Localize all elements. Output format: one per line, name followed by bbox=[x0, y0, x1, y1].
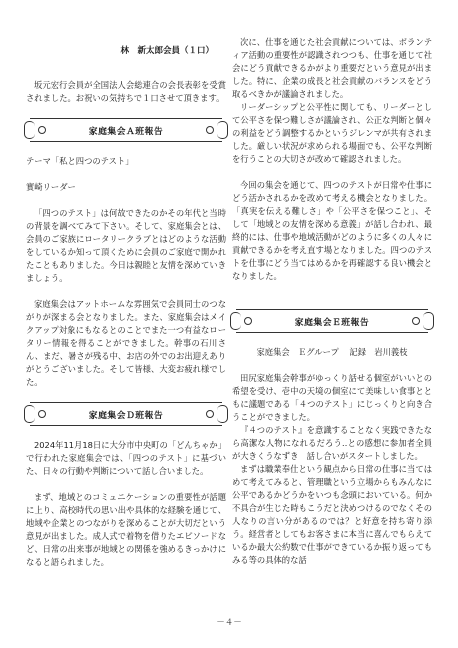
intro-paragraph: 坂元宏行会員が全国法人会総連合の会長表彰を受賞されました。お祝いの気持ちで１口させて頂きます。 bbox=[26, 80, 226, 103]
team-a-paragraph-2: 家庭集会はアットホームな雰囲気で会員同士のつながりが深まる会となりました。また、家庭集会はメイクアップ対象にもなるとのことでまた一つ有益なロータリー情報を得ることができました。幹事の石川さん、まだ、暑さが残る中、お店の外でのお出迎えありがとうございました。そして皆様、大変お疲れ様でした。 bbox=[26, 299, 226, 387]
team-a-theme: テーマ「私と四つのテスト」 bbox=[26, 156, 134, 166]
team-d-header bbox=[30, 402, 222, 426]
team-a-header bbox=[30, 118, 222, 142]
team-d-title: 家庭集会Ｄ班報告 bbox=[88, 410, 164, 421]
team-e-byline bbox=[232, 346, 432, 359]
ornament-icon bbox=[38, 126, 46, 134]
team-e-paragraph-3: まずは職業奉仕という観点から日常の仕事に当てはめて考えてみると、管理職という立場からもみんなに公平であるかどうかをいつも念頭においている。何か不具合が生じた時もこうだと決めつけるのでなくその人なりの言い分があるのでは？と好意を持ち寄り添う。経営者としてもお客さまに本当に喜んでもらえているか最大公約数で仕事ができているか振り返ってもみる等の具体的な話 bbox=[232, 464, 432, 565]
left-column bbox=[26, 36, 226, 569]
ornament-icon bbox=[412, 317, 420, 325]
team-a-title: 家庭集会Ａ班報告 bbox=[88, 126, 164, 137]
team-e-header bbox=[236, 309, 428, 333]
page-number: －４－ bbox=[216, 618, 242, 628]
member-line: 林 新太郎会員（１口） bbox=[120, 45, 214, 56]
team-d-paragraph-5: 今回の集会を通じて、四つのテストが日常や仕事にどう活かされるかを改めて考える機会となりました。「真実を伝える難しさ」や「公平さを保つこと」、そして「地域との友情を深める意義」が話し合われ、最終的には、仕事や地域活動がどのように多くの人々に貢献できるかを考え直す場となりました。四つのテストを仕事にどう当てはめるかを再確認する良い機会となりました。 bbox=[232, 180, 432, 281]
ornament-icon bbox=[206, 126, 214, 134]
team-d-paragraph-4: リーダーシップと公平性に関しても、リーダーとして公平さを保つ難しさが議論され、公正な判断と個々の利益をどう調整するかというジレンマが共有されました。厳しい状況が求められる場面でも、公平な判断を行うことの大切さが改めて確認されました。 bbox=[232, 102, 432, 164]
byline-recorder: 記録 岩川義枝 bbox=[349, 347, 408, 357]
team-a-leader: 實崎リーダー bbox=[26, 182, 76, 192]
team-e-title: 家庭集会Ｅ班報告 bbox=[294, 317, 370, 328]
ornament-icon bbox=[38, 410, 46, 418]
team-d-paragraph-2: まず、地域とのコミュニケーションの重要性が話題に上り、高校時代の思い出や具体的な経験を通じて、地域や企業とのつながりを深めることが大切だという意見が出ました。成人式で着物を借りたエピソードなど、日常の出来事が地域との関係を強めるきっかけになると語られました。 bbox=[26, 492, 226, 567]
team-a-paragraph-1: 「四つのテスト」は何故できたのかその年代と当時の背景を調べてみて下さい。そして、家庭集会とは、会員のご家族にロータリークラブとはどのような活動をしているか知って頂くために会員のご家庭で開かれたこともありました。今日は親睦と友情を深めていきましょう。 bbox=[26, 208, 226, 283]
team-e-paragraph-1: 田尻家庭集会幹事がゆっくり話せる個室がいいとの希望を受け、壱中の天境の個室にて美味しい食事とともに議題である「４つのテスト」にじっくりと向き合うことができました。 bbox=[232, 373, 432, 422]
ornament-icon bbox=[206, 410, 214, 418]
team-e-paragraph-2: 『４つのテスト』を意識することなく実践できたなら高潔な人物になれるだろう‥との感想に参加者全員が大きくうなずき 話し合いがスタートしました。 bbox=[232, 425, 432, 461]
team-d-paragraph-3: 次に、仕事を通じた社会貢献については、ボランティア活動の重要性が認識されつつも、仕事を通じて社会にどう貢献できるかがより重要だという意見が出ました。特に、企業の成長と社会貢献のバランスをどう取るべきかが議論されました。 bbox=[232, 37, 432, 99]
right-column bbox=[232, 36, 432, 567]
team-d-paragraph-1: 2024年11月18日に大分市中央町の「どんちゃか」で行われた家庭集会では、「四つのテスト」に基づいた、日々の行動や判断について話し合いました。 bbox=[26, 440, 226, 476]
byline-group: 家庭集会 Ｅグループ bbox=[256, 347, 339, 357]
ornament-icon bbox=[244, 317, 252, 325]
